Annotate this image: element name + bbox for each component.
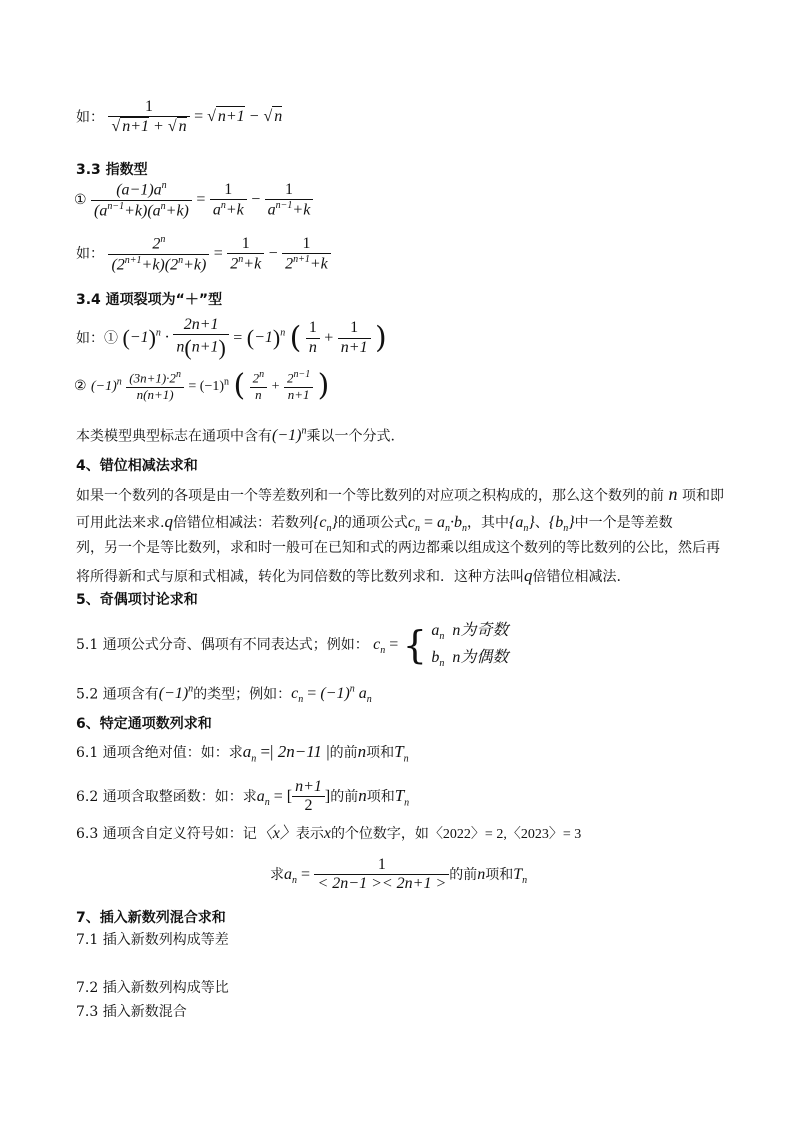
exponential-formula-1: ① $\frac{(a-1)a^n}{(a^{n-1}+k)(a^n+k)}$ = $\frac{1}{a^n+k}$ − $\frac{1}{a^{n-1}+k}$ [74,180,313,220]
split-formula-2: ② $(-1)^n$ $\frac{(3n+1)\cdot 2^n}{n(n+1)}$ = $(-1)^n$ ( $\frac{2^n}{n}$ + $\frac{2^{n-1}}{n+1}$ ) [74,368,330,403]
item-7-3: 7.3 插入新数混合 [76,1004,187,1020]
item-6-3-formula: 求$a_n$ = $\frac{1}{< 2n-1 >< 2n+1 >}$ 的前n项和$T_n$ [270,856,528,893]
item-5-2: 5.2 通项含有$(-1)^n$的类型；例如：$c_n = (-1)^n$ $a_n$ [76,684,372,706]
item-6-3: 6.3 通项含自定义符号如：记〈x〉表示x的个位数字，如〈2022〉= 2,〈2023〉= 3 [76,825,582,842]
section-3-3-heading: 3.3 指数型 [76,162,148,178]
section-5-heading: 5、奇偶项讨论求和 [76,592,198,608]
example-sqrt-line: 如： $\frac{1}{√ n+1 + √ n}$ = √ n+1 − √ n [76,98,283,136]
section-6-heading: 6、特定通项数列求和 [76,716,212,732]
exponential-formula-2: 如： $\frac{2^n}{(2^{n+1}+k)(2^n+k)}$ = $\frac{1}{2^n+k}$ − $\frac{1}{2^{n+1}+k}$ [76,234,331,274]
paragraph-4-line-1: 如果一个数列的各项是由一个等差数列和一个等比数列的对应项之积构成的，那么这个数列的前 n 项和即 [76,484,724,504]
section-4-heading: 4、错位相减法求和 [76,458,198,474]
paragraph-4-line-2: 可用此法来求.q倍错位相减法：若数列$\{c_n\}$的通项公式$c_n = a_n\cdot b_n$，其中$\{a_n\}$、$\{b_n\}$中一个是等差数 [76,512,673,535]
item-6-1: 6.1 通项含绝对值：如：求$a_n$ =| 2n−11 |的前n项和$T_n$ [76,742,409,765]
model-note: 本类模型典型标志在通项中含有$(-1)^n$乘以一个分式. [76,426,395,445]
fraction-sqrt: $\frac{1}{√ n+1 + √ n}$ [108,98,189,137]
section-3-4-heading: 3.4 通项裂项为“＋”型 [76,292,223,308]
paragraph-4-line-3: 列，另一个是等比数列，求和时一般可在已知和式的两边都乘以组成这个数列的等比数列的公比，然后再 [76,540,720,556]
paragraph-4-line-4: 将所得新和式与原和式相减，转化为同倍数的等比数列求和．这种方法叫q倍错位相减法. [76,566,621,585]
item-6-2: 6.2 通项含取整函数：如：求$a_n$ = [ $\frac{n+1}{2}$ ]的前n项和$T_n$ [76,778,410,815]
split-formula-1: 如：① $(-1)^n$ · $\frac{2n+1}{n(n+1)}$ = $(-1)^n$ ( $\frac{1}{n}$ + $\frac{1}{n+1}$ ) [76,316,387,361]
item-7-2: 7.2 插入新数列构成等比 [76,980,229,996]
item-5-1: 5.1 通项公式分奇、偶项有不同表达式；例如： $c_n$ = { $a_n$ n为奇数 $b_n$ n为偶数 [76,622,509,670]
section-7-heading: 7、插入新数列混合求和 [76,910,226,926]
item-7-1: 7.1 插入新数列构成等差 [76,932,229,948]
